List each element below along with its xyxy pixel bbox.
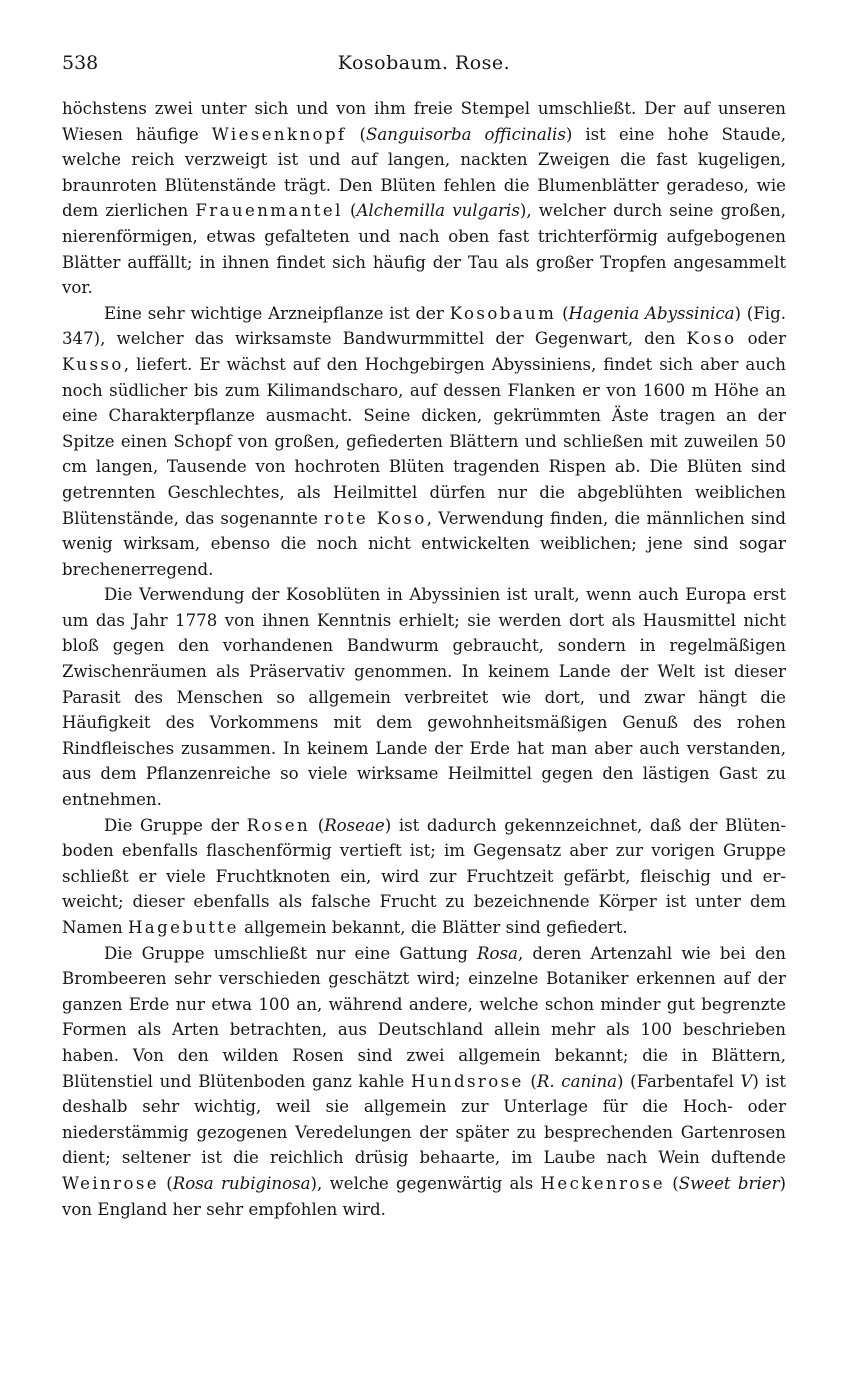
paragraph <box>62 941 786 1223</box>
text-run: ( <box>556 303 569 323</box>
text-run: ) von England her sehr empfohlen wird. <box>62 1173 786 1219</box>
emphasized-term: Rosen <box>246 815 311 835</box>
book-page <box>62 52 786 1222</box>
text-run: allgemein bekannt, die Blätter sind gefiedert. <box>238 918 628 937</box>
text-run: ( <box>346 124 366 144</box>
latin-name: V <box>740 1071 753 1091</box>
latin-name: Hagenia Abyssinica <box>568 303 735 323</box>
text-run: ), welcher durch seine großen, nierenförmigen, etwas gefalteten und nach oben fast trichterförmig aufgebogenen Blätter auffällt; in ihnen findet sich häufig der Tau als großer Tropfen angesammelt vor. <box>62 201 786 298</box>
text-run: ) ist eine hohe Staude, welche reich verzweigt ist und auf langen, nackten Zweigen die fast kugeligen, braunroten Blütenstände trägt. Den Blüten fehlen die Blumenblätter geradeso, wie dem zierlichen <box>62 124 787 221</box>
text-run: ) ist dadurch gekennzeichnet, daß der Blütenboden ebenfalls flaschenförmig vertieft ist; im Gegensatz aber zur vorigen Gruppe schließt er viele Fruchtknoten ein, wird zur Fruchtzeit gefärbt, fleischig und erweicht; dieser ebenfalls als falsche Frucht zu bezeichnende Körper ist unter dem Namen <box>62 815 787 937</box>
text-run: , deren Artenzahl wie bei den Brombeeren sehr verschieden geschätzt wird; einzelne Botaniker erkennen auf der ganzen Erde nur etwa 100 an, während andere, welche schon minder gut begrenzte Formen als Arten betrachten, aus Deutschland allein mehr als 100 beschrieben haben. Von den wilden Rosen sind zwei allgemein bekannt; die in Blättern, Blütenstiel und Blütenboden ganz kahle <box>62 943 786 1091</box>
text-run: oder <box>736 329 787 349</box>
text-run: , liefert. Er wächst auf den Hochgebirgen Abyssiniens, findet sich aber auch noch südlicher bis zum Kilimandscharo, auf dessen Flanken er von 1600 m Höhe an eine Charakterpflanze ausmacht. Seine dicken, gekrümmten Äste tragen an der Spitze einen Schopf von großen, gefiederten Blättern und schließen mit zuweilen 50 cm langen, Tausende von hochroten Blüten tragenden Rispen ab. Die Blüten sind getrennten Geschlechtes, als Heilmittel dürfen nur die abgeblühten weiblichen Blütenstände, das sogenannte <box>62 354 786 528</box>
emphasized-term: Hundsrose <box>410 1071 524 1091</box>
text-run: Die Gruppe der <box>104 815 247 835</box>
latin-name: R. canina <box>536 1071 618 1091</box>
paragraph <box>62 96 786 301</box>
latin-name: Sweet brier <box>678 1173 780 1193</box>
text-run: ( <box>523 1071 537 1091</box>
emphasized-term: Weinrose <box>62 1173 159 1193</box>
text-run: ( <box>342 201 357 221</box>
paragraph <box>62 301 786 583</box>
latin-name: Rosa rubiginosa <box>172 1173 311 1193</box>
paragraph <box>62 813 786 941</box>
latin-name: Alchemilla vulgaris <box>356 201 520 221</box>
latin-name: Rosa <box>477 943 518 963</box>
emphasized-term: Kosobaum <box>449 303 557 323</box>
latin-name: Sanguisorba officinalis <box>366 124 566 144</box>
page-header <box>62 52 786 86</box>
text-run: Eine sehr wichtige Arzneipflanze ist der <box>104 303 450 323</box>
emphasized-term: Kusso <box>62 354 124 374</box>
text-run: Die Gruppe umschließt nur eine Gattung <box>104 943 478 963</box>
emphasized-term: Frauenmantel <box>195 201 343 221</box>
running-head: Kosobaum. Rose. <box>337 52 511 74</box>
text-run: ), welche gegenwärtig als <box>310 1173 541 1193</box>
emphasized-term: rote Koso <box>324 508 427 528</box>
text-run: ) (Farbentafel <box>617 1071 741 1091</box>
emphasized-term: Heckenrose <box>540 1173 665 1193</box>
text-run: ( <box>158 1173 173 1193</box>
emphasized-term: Wiesenknopf <box>211 124 347 144</box>
text-run: ) (Fig. 347), welcher das wirksamste Bandwurmmittel der Gegenwart, den <box>62 303 786 349</box>
emphasized-term: Koso <box>686 329 737 349</box>
text-run: ( <box>310 815 325 835</box>
text-run: Die Verwendung der Kosoblüten in Abyssinien ist uralt, wenn auch Europa erst um das Jahr 1778 von ihnen Kenntnis erhielt; sie werden dort als Hausmittel nicht bloß gegen den vorhandenen Bandwurm gebraucht, sondern in regelmäßigen Zwischenräumen als Präservativ genommen. In keinem Lande der Welt ist dieser Parasit des Menschen so allgemein verbreitet wie dort, und zwar hängt die Häufigkeit des Vorkommens mit dem gewohnheitsmäßigen Genuß des rohen Rindfleisches zusammen. In keinem Lande der Erde hat man aber auch verstanden, aus dem Pflanzenreiche so viele wirksame Heilmittel gegen den lästigen Gast zu entnehmen. <box>62 585 786 810</box>
page-number: 538 <box>62 52 99 74</box>
text-run: höchstens zwei unter sich und von ihm freie Stempel umschließt. Der auf unseren Wiesen häufige <box>62 99 786 144</box>
text-run: , Verwendung finden, die männlichen sind wenig wirksam, ebenso die noch nicht entwickelten weiblichen; jene sind sogar brechenerregend. <box>62 508 787 579</box>
latin-name: Roseae <box>324 815 385 835</box>
text-run: ( <box>664 1173 679 1193</box>
body-text <box>62 96 786 1222</box>
text-run: ) ist deshalb sehr wichtig, weil sie allgemein zur Unterlage für die Hoch- oder niederstämmig gezogenen Veredelungen der später zu besprechenden Gartenrosen dient; seltener ist die reichlich drüsig behaarte, im Laube nach Wein duftende <box>62 1071 786 1168</box>
emphasized-term: Hagebutte <box>127 918 239 937</box>
paragraph <box>62 582 786 812</box>
